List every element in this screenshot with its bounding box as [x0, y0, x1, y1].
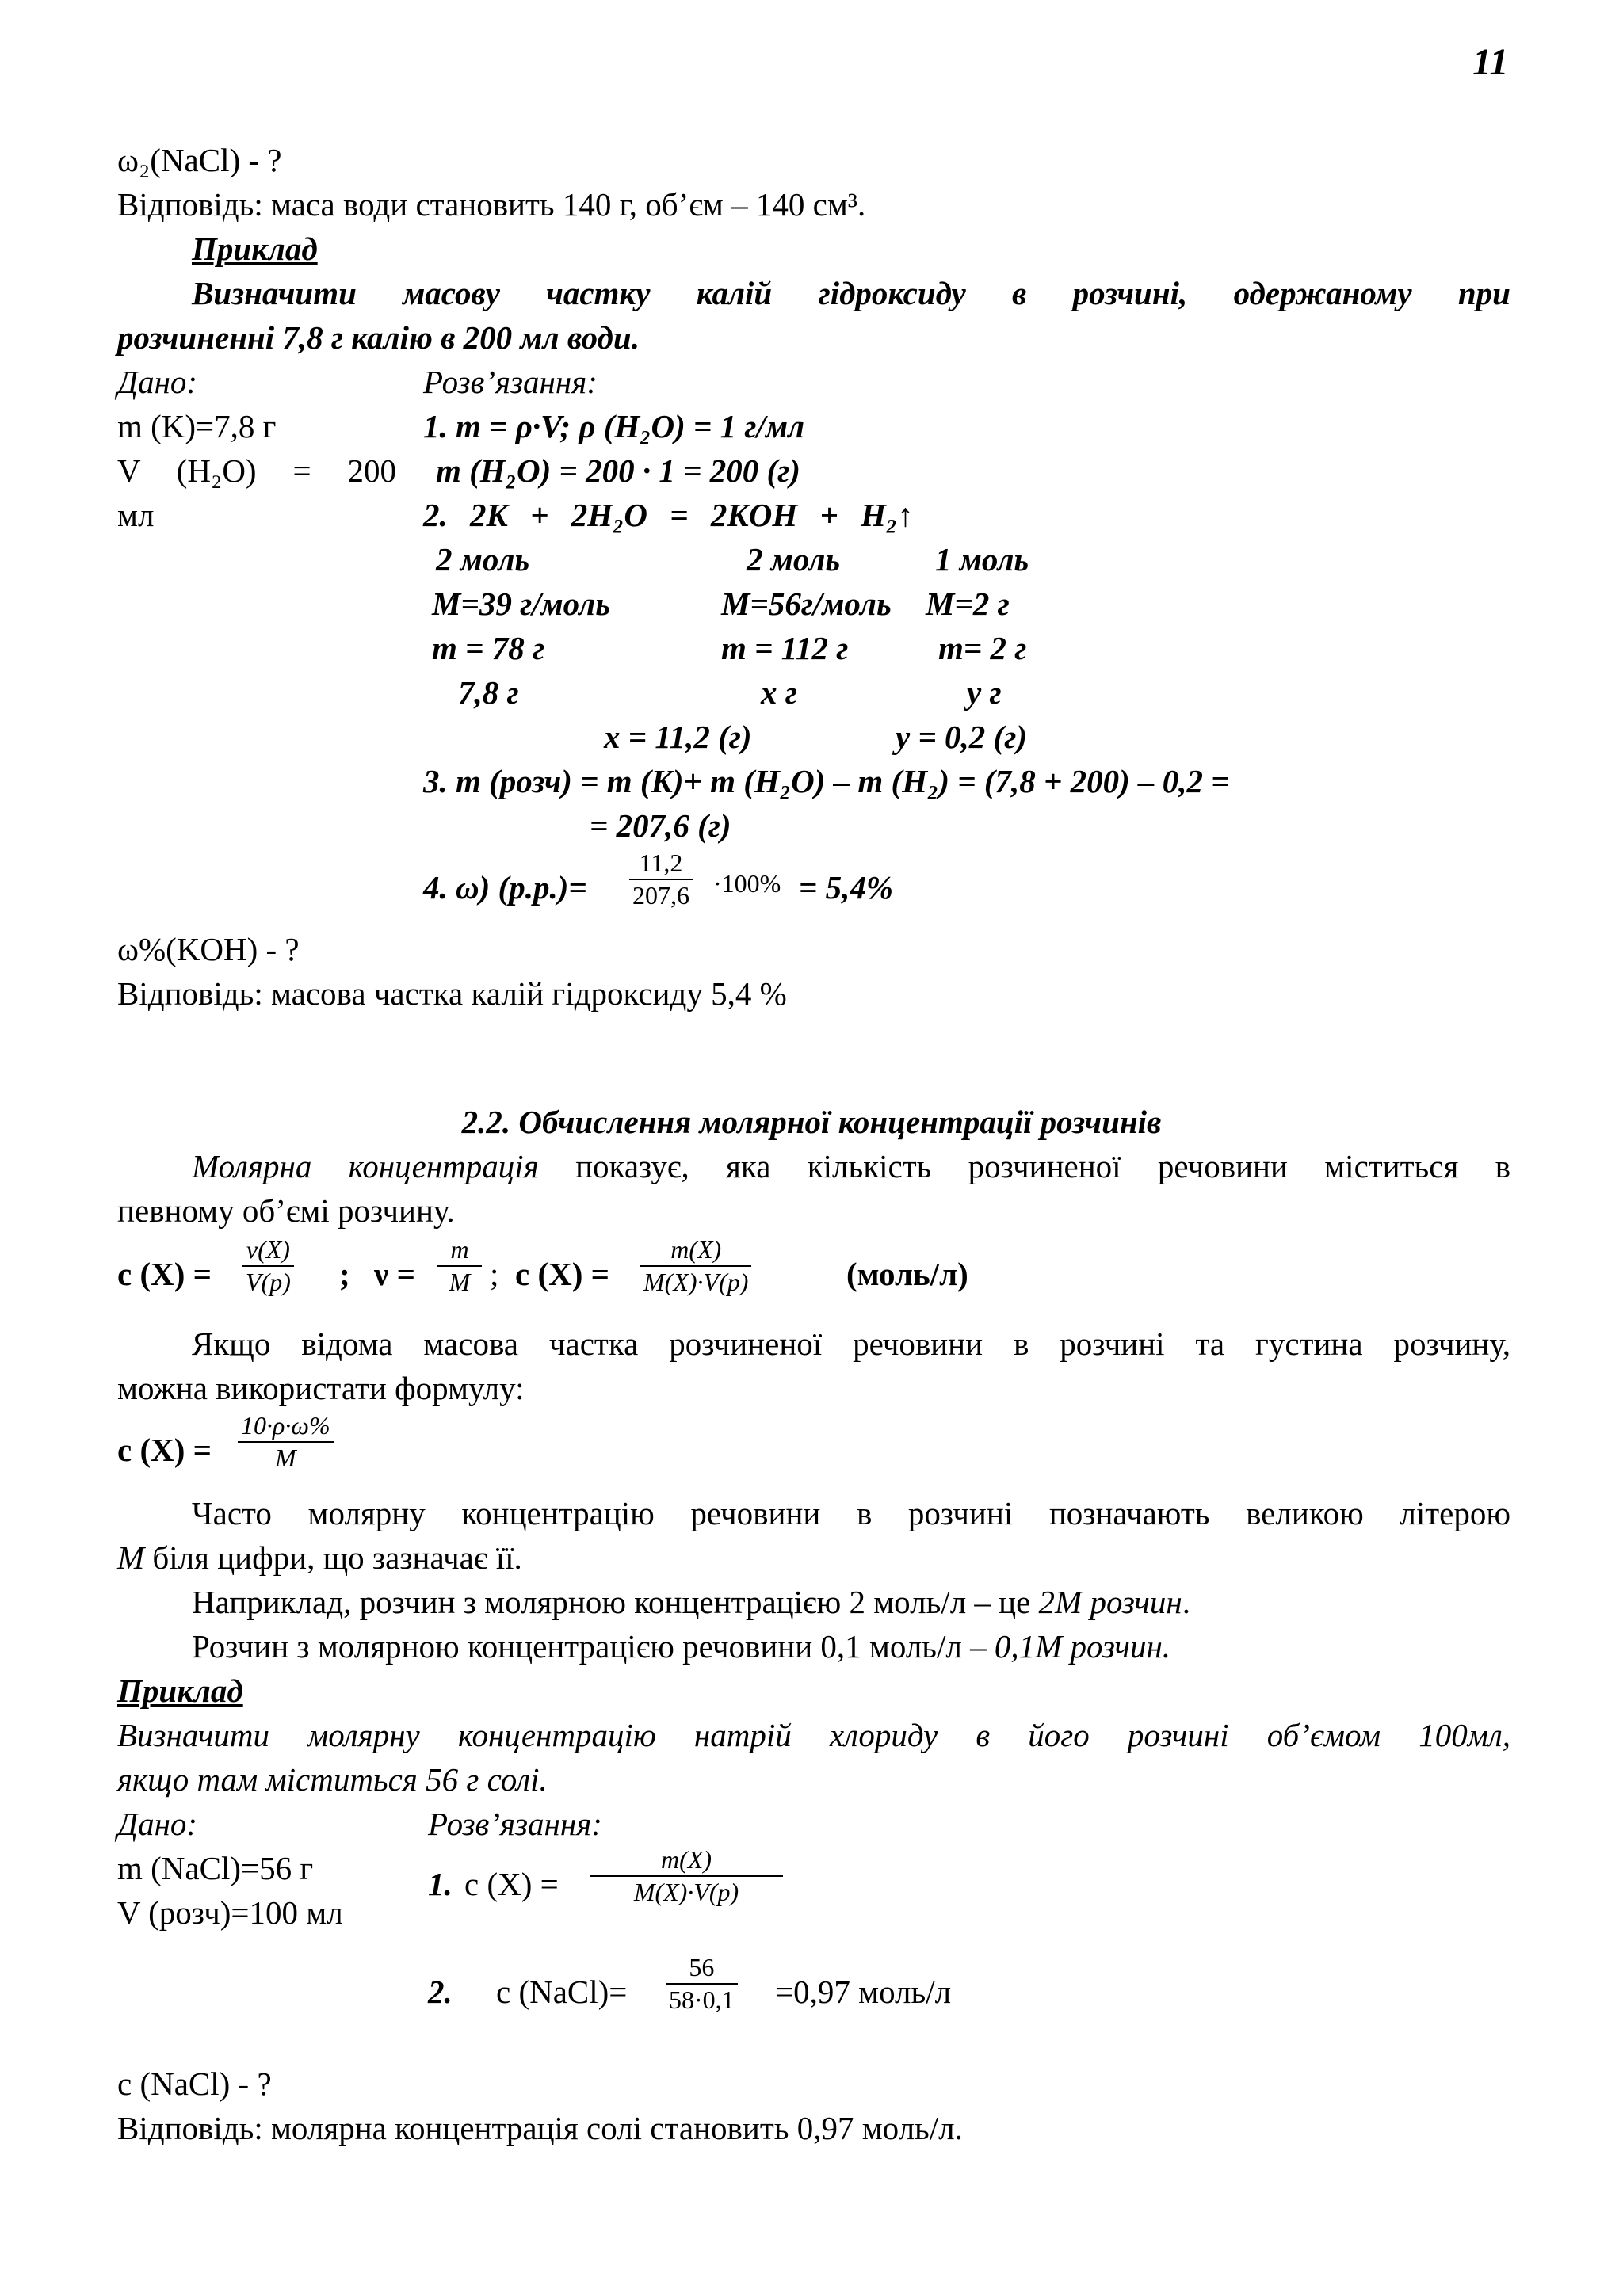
row-y-h2: y г: [967, 674, 1002, 711]
formula-density-numerator: 10·ρ·ω%: [238, 1412, 334, 1443]
paragraph-4: [192, 1583, 1190, 1622]
example-2-step-1-number: 1.: [428, 1866, 453, 1902]
row-mol-koh: 2 моль: [747, 541, 841, 578]
step-4-denominator: 207,6: [632, 881, 689, 910]
example-2-step-2-result: =0,97 моль/л: [775, 1974, 952, 2010]
example-2-step-1-fraction: [590, 1846, 783, 1906]
given-volume-solution: V (розч)=100 мл: [117, 1894, 343, 1931]
step-2-equation: 2. 2K + 2H₂O = 2KOH + H₂↑: [423, 497, 914, 533]
row-mol-k: 2 моль: [436, 541, 530, 578]
formula-density-lhs: c (X) =: [117, 1432, 212, 1468]
paragraph-2-line-2: можна використати формулу:: [117, 1370, 525, 1406]
example-2-given-label: Дано:: [117, 1806, 198, 1842]
paragraph-4-end: .: [1182, 1584, 1191, 1620]
example-2-task-line-1: Визначити молярну концентрацію натрій хлориду в його розчині об’ємом 100мл,: [117, 1717, 1510, 1753]
formula-c-mass-lhs: c (X) =: [515, 1256, 609, 1292]
row-molar-mass-k: M=39 г/моль: [432, 585, 610, 622]
example-2-step-2-number: 2.: [428, 1974, 453, 2010]
row-x-k: 7,8 г: [458, 674, 519, 711]
step-3a: 3. m (розч) = m (K)+ m (H₂O) – m (H₂) = (7,8 + 200) – 0,2 =: [423, 763, 1230, 799]
paragraph-1-rest: показує, яка кількість розчиненої речовини міститься в: [538, 1148, 1510, 1184]
result-x: x = 11,2 (г): [604, 719, 752, 755]
paragraph-3-line-1: Часто молярну концентрацію речовини в розчині позначають великою літерою: [192, 1495, 1510, 1531]
answer-koh: Відповідь: масова частка калій гідроксиду 5,4 %: [117, 975, 787, 1012]
example-2-step-2-fraction: [666, 1954, 738, 2014]
step-4-multiplier: ·100%: [713, 869, 781, 898]
paragraph-3-rest: біля цифри, що зазначає її.: [144, 1539, 522, 1576]
example-2-step-1-denominator: M(X)·V(p): [633, 1878, 739, 1907]
result-y: y = 0,2 (г): [896, 719, 1028, 755]
formula-nu-lhs: ν =: [374, 1256, 415, 1292]
page-number: 11: [1472, 41, 1509, 83]
given-mass-nacl: m (NaCl)=56 г: [117, 1850, 314, 1886]
step-1b: m (H₂O) = 200 · 1 = 200 (г): [436, 452, 800, 489]
paragraph-4-italic: 2М розчин: [1038, 1584, 1182, 1620]
step-4-result: = 5,4%: [799, 869, 894, 906]
step-3b: = 207,6 (г): [590, 807, 731, 844]
paragraph-3-line-2: [117, 1539, 522, 1577]
example-2-task-line-2: якщо там міститься 56 г солі.: [117, 1761, 548, 1798]
step-4-label: 4. ω) (р.р.)=: [423, 869, 587, 906]
row-mass-k: m = 78 г: [432, 630, 545, 666]
formula-c-lhs: c (X) =: [117, 1256, 212, 1292]
unknown-w-koh: ω%(KOH) - ?: [117, 931, 300, 967]
row-mass-h2: m= 2 г: [938, 630, 1027, 666]
paragraph-molar-concentration: [117, 1147, 1510, 1186]
row-mass-koh: m = 112 г: [721, 630, 849, 666]
row-molar-mass-koh: M=56г/моль: [721, 585, 892, 622]
section-title: 2.2. Обчислення молярної концентрації розчинів: [461, 1104, 1162, 1140]
formula-separator-1: ;: [339, 1256, 350, 1292]
task-line-2: розчиненні 7,8 г калію в 200 мл води.: [117, 319, 640, 356]
example-2-step-2-lhs: c (NaCl)=: [496, 1974, 628, 2010]
paragraph-4-text: Наприклад, розчин з молярною концентрацією 2 моль/л – це: [192, 1584, 1039, 1620]
formula-density-denominator: M: [274, 1444, 296, 1473]
formula-nu-fraction: [437, 1236, 482, 1296]
paragraph-2-line-1: Якщо відома масова частка розчиненої речовини в розчині та густина розчину,: [192, 1325, 1510, 1362]
example-2-heading: Приклад: [117, 1672, 243, 1709]
formula-c-mass-numerator: m(X): [640, 1236, 751, 1267]
example-2-step-2-numerator: 56: [666, 1954, 738, 1985]
unknown-c-nacl: c (NaCl) - ?: [117, 2065, 272, 2102]
letter-m: M: [117, 1539, 145, 1576]
formula-c-numerator: ν(X): [242, 1236, 294, 1267]
example-2-solution-label: Розв’язання:: [428, 1806, 602, 1842]
formula-unit: (моль/л): [846, 1256, 968, 1292]
answer-water-mass: Відповідь: маса води становить 140 г, об’єм – 140 см³.: [117, 186, 866, 223]
step-1a: 1. m = ρ·V; ρ (H₂O) = 1 г/мл: [423, 408, 805, 444]
example-2-step-2-denominator: 58·0,1: [669, 1985, 735, 2015]
formula-separator-2: ;: [490, 1256, 499, 1292]
answer-nacl: Відповідь: молярна концентрація солі становить 0,97 моль/л.: [117, 2110, 963, 2146]
formula-c-mass-denominator: M(X)·V(p): [643, 1268, 749, 1297]
formula-density-fraction: [238, 1412, 334, 1472]
formula-c-denominator: V(p): [246, 1268, 291, 1297]
row-molar-mass-h2: M=2 г: [926, 585, 1010, 622]
given-label: Дано:: [117, 364, 198, 400]
unknown-w2-nacl: ω₂(NaCl) - ?: [117, 142, 282, 178]
example-heading: Приклад: [192, 231, 318, 267]
formula-nu-denominator: M: [449, 1268, 471, 1297]
step-4-fraction: [629, 849, 693, 910]
row-x-koh: x г: [761, 674, 797, 711]
formula-c-fraction: [242, 1236, 294, 1296]
paragraph-5-italic: 0,1М розчин.: [994, 1628, 1171, 1665]
row-mol-h2: 1 моль: [935, 541, 1029, 578]
paragraph-5-text: Розчин з молярною концентрацією речовини 0,1 моль/л –: [192, 1628, 995, 1665]
given-volume-unit: мл: [117, 497, 155, 533]
paragraph-1-line-2: певному об’ємі розчину.: [117, 1192, 455, 1229]
paragraph-5: [192, 1627, 1170, 1666]
task-line-1: Визначити масову частку калій гідроксиду в розчині, одержаному при: [192, 275, 1510, 311]
term-molar-concentration: Молярна концентрація: [192, 1148, 539, 1184]
example-2-step-1-lhs: c (X) =: [464, 1866, 559, 1902]
solution-label: Розв’язання:: [423, 364, 598, 400]
formula-c-mass-fraction: [640, 1236, 751, 1296]
example-2-step-1-numerator: m(X): [590, 1846, 783, 1877]
formula-nu-numerator: m: [437, 1236, 482, 1267]
given-volume-water: V (H₂O) = 200: [117, 452, 396, 489]
step-4-numerator: 11,2: [629, 849, 693, 880]
given-mass-k: m (K)=7,8 г: [117, 408, 277, 444]
